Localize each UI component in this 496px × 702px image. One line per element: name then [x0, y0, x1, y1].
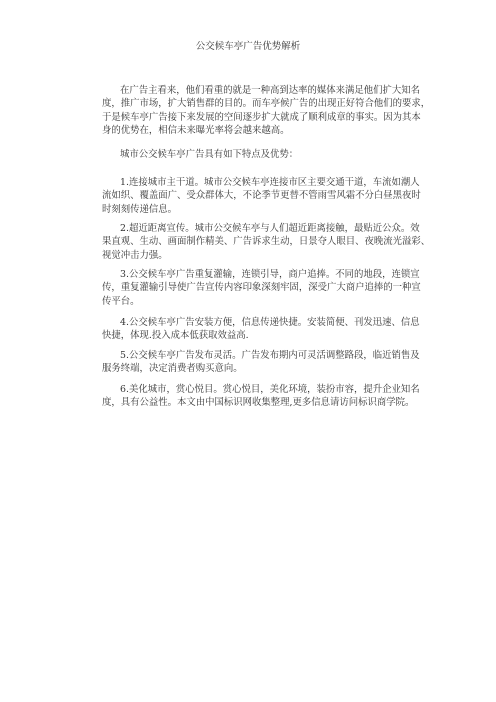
text-line: 服务终端，决定消费者购买意向。 — [102, 363, 243, 375]
text-line: 3.公交候车亭广告重复灌输，连锁引导，商户追捧。不同的地段，连锁宣 — [120, 269, 420, 280]
paragraph-point-1 — [102, 176, 422, 216]
text-line: 时刻刻传递信息。 — [102, 203, 178, 215]
text-line: 2.超近距离宣传。城市公交候车亭与人们超近距离接触，最贴近公众。效 — [120, 223, 420, 234]
text-line: 度，具有公益性。本文由中国标识网收集整理,更多信息请访问标识商学院。 — [102, 397, 415, 409]
paragraph-point-4 — [102, 316, 422, 343]
paragraph-point-2 — [102, 222, 431, 262]
text-line: 传平台。 — [102, 295, 140, 307]
paragraph-point-5 — [102, 349, 422, 376]
text-line: 传，重复灌输引导使广告宣传内容印象深刻牢固，深受广大商户追捧的一种宣 — [102, 282, 421, 294]
text-line: 视觉冲击力强。 — [102, 249, 168, 261]
text-line: 6.美化城市，赏心悦目。赏心悦目，美化环境，装扮市容，提升企业知名 — [120, 384, 420, 395]
text-line: 5.公交候车亭广告发布灵活。广告发布期内可灵活调整路段，临近销售及 — [120, 350, 420, 361]
text-line: 在广告主看来，他们看重的就是一种高到达率的媒体来满足他们扩大知名 — [120, 85, 421, 96]
text-line: 快捷，体现.投入成本低获取效益高. — [102, 330, 249, 342]
text-line: 于是候车亭广告接下来发展的空间逐步扩大就成了顺利成章的事实。因为其本 — [102, 111, 421, 123]
text-line: 4.公交候车亭广告安装方便，信息传递快捷。安装简便、刊发迅速、信息 — [120, 317, 420, 328]
text-line: 果直观、生动、画面制作精美、广告诉求生动，日景夺人眼目、夜晚流光溢彩、 — [102, 236, 431, 248]
text-line: 流如织、覆盖面广、受众群体大，不论季节更替不管雨雪风霜不分白昼黑夜时 — [102, 190, 421, 202]
paragraph-point-3 — [102, 268, 422, 308]
text-line: 城市公交候车亭广告具有如下特点及优势： — [120, 149, 299, 160]
paragraph-point-6 — [102, 383, 422, 410]
paragraph-intro — [102, 84, 431, 137]
text-line: 度，推广市场，扩大销售群的目的。而车亭候广告的出现正好符合他们的要求， — [102, 98, 431, 110]
text-line: 身的优势在，相信未来曝光率将会越来越高。 — [102, 124, 290, 136]
document-title: 公交候车亭广告优势解析 — [195, 41, 301, 52]
text-line: 1.连接城市主干道。城市公交候车亭连接市区主要交通干道，车流如潮人 — [120, 177, 420, 188]
paragraph-features-heading — [102, 148, 422, 161]
